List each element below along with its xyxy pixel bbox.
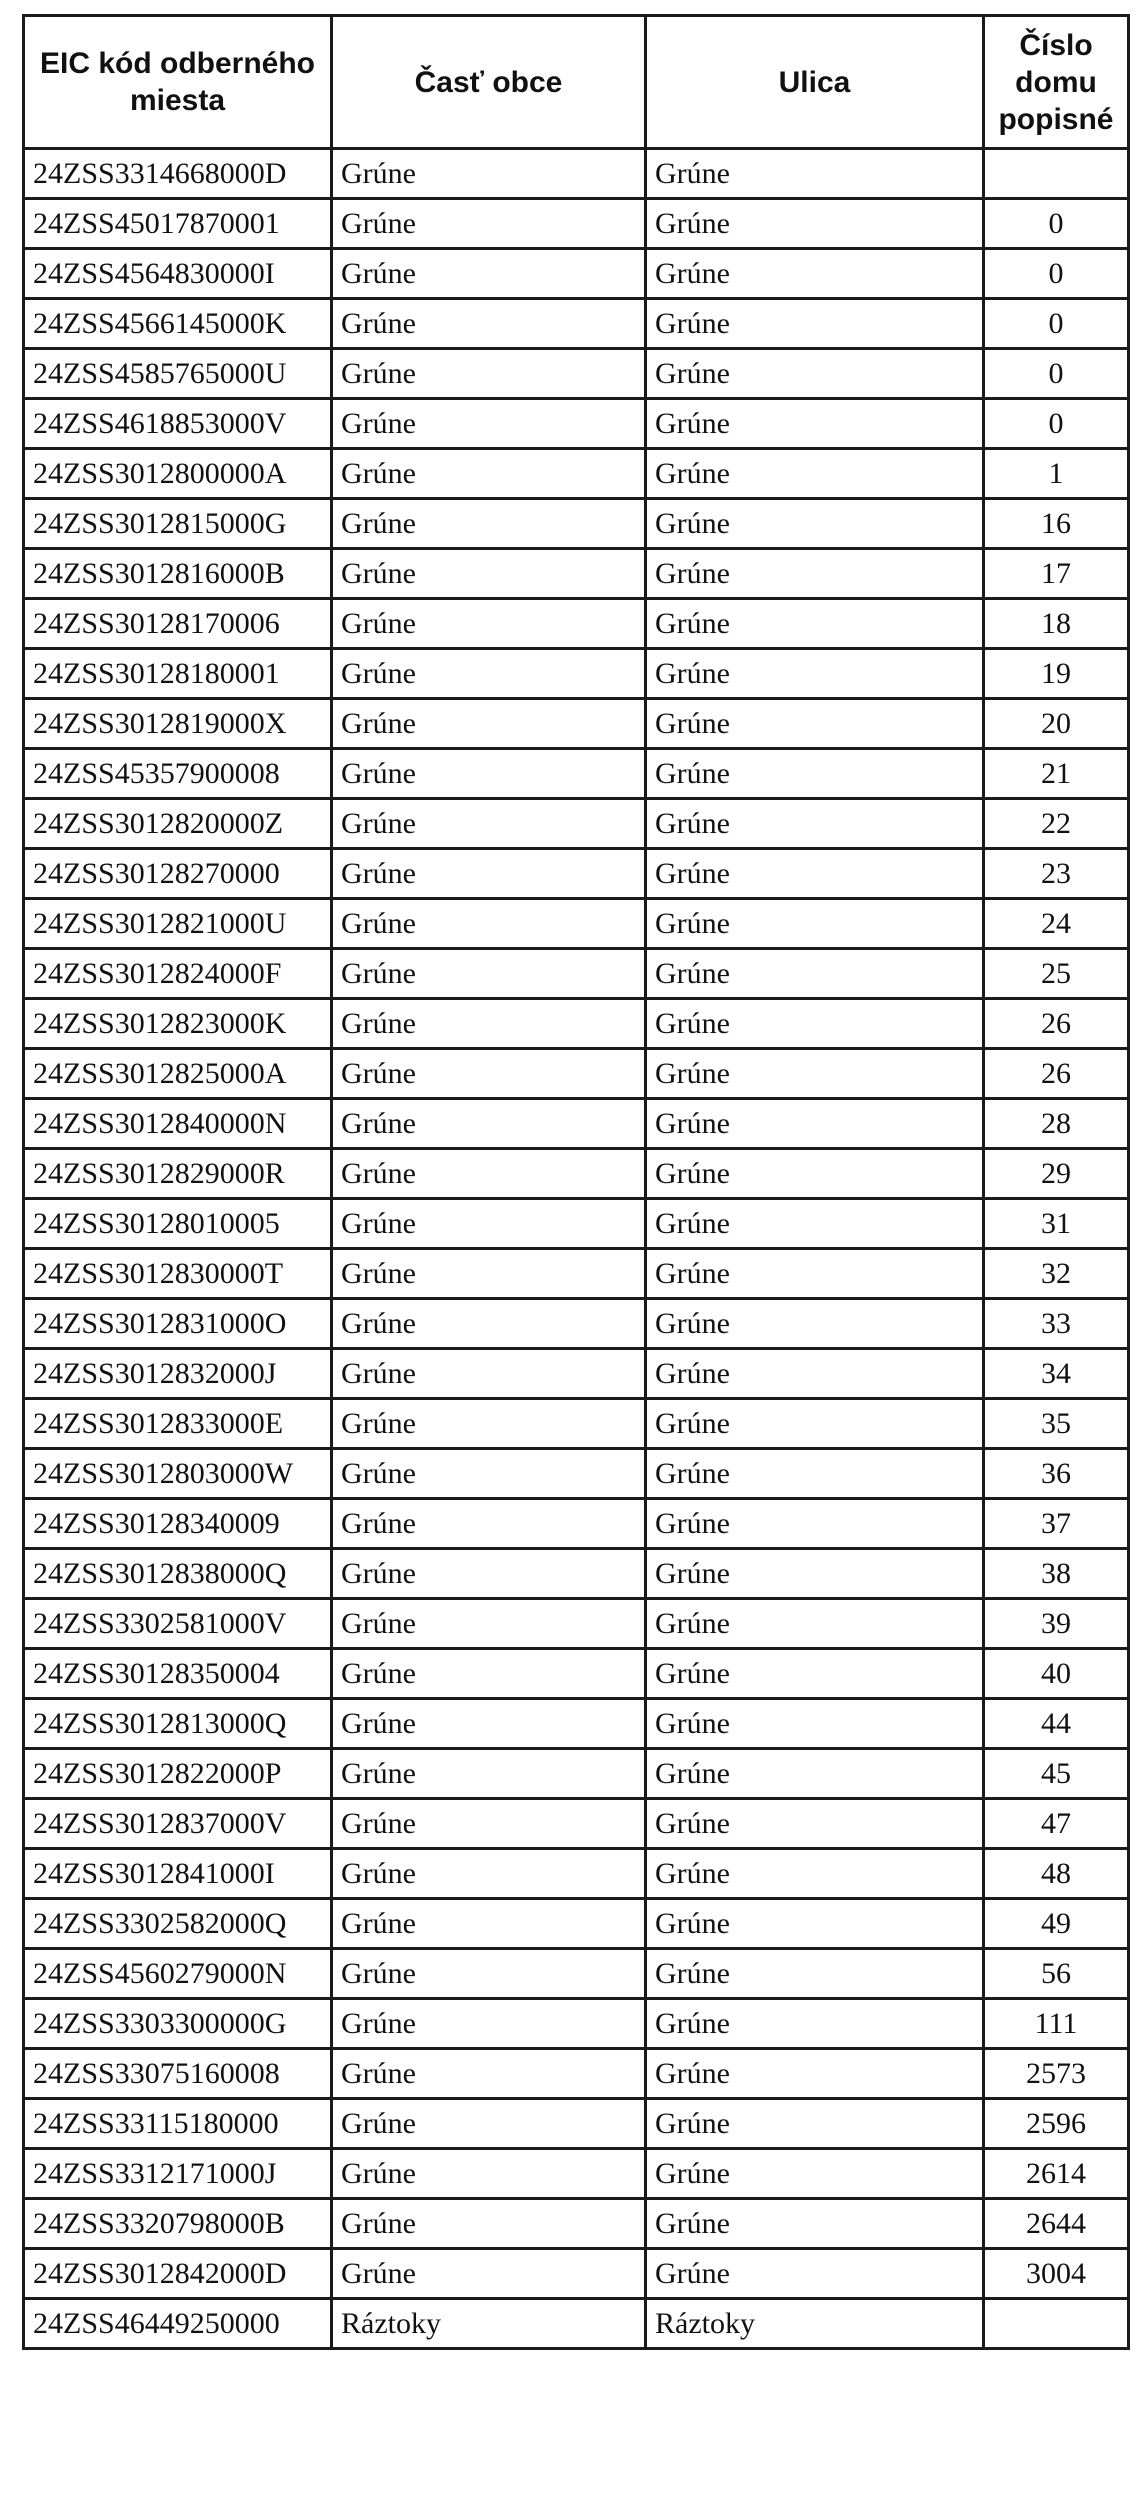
table-row (24, 1649, 1129, 1699)
cell-municipality-part: Grúne (332, 299, 646, 349)
cell-house-number: 22 (984, 799, 1129, 849)
header-eic-code: EIC kód odberného miesta (24, 16, 332, 149)
cell-house-number: 2596 (984, 2099, 1129, 2149)
cell-street: Grúne (646, 1199, 984, 1249)
table-row (24, 249, 1129, 299)
table-row (24, 1099, 1129, 1149)
table-row (24, 2249, 1129, 2299)
cell-eic-code: 24ZSS3012819000X (24, 699, 332, 749)
cell-municipality-part: Grúne (332, 1599, 646, 1649)
cell-eic-code: 24ZSS30128340009 (24, 1499, 332, 1549)
cell-eic-code: 24ZSS30128180001 (24, 649, 332, 699)
cell-house-number: 21 (984, 749, 1129, 799)
cell-house-number: 0 (984, 249, 1129, 299)
cell-street: Grúne (646, 1999, 984, 2049)
cell-municipality-part: Grúne (332, 749, 646, 799)
cell-street: Grúne (646, 1549, 984, 1599)
cell-municipality-part: Ráztoky (332, 2299, 646, 2349)
cell-eic-code: 24ZSS3012825000A (24, 1049, 332, 1099)
table-row (24, 499, 1129, 549)
cell-municipality-part: Grúne (332, 1049, 646, 1099)
table-row (24, 1199, 1129, 1249)
cell-eic-code: 24ZSS4585765000U (24, 349, 332, 399)
cell-eic-code: 24ZSS3012830000T (24, 1249, 332, 1299)
cell-eic-code: 24ZSS3012842000D (24, 2249, 332, 2299)
cell-street: Grúne (646, 2199, 984, 2249)
table-row (24, 399, 1129, 449)
cell-eic-code: 24ZSS3012841000I (24, 1849, 332, 1899)
cell-house-number: 40 (984, 1649, 1129, 1699)
cell-house-number: 23 (984, 849, 1129, 899)
cell-street: Grúne (646, 249, 984, 299)
cell-street: Grúne (646, 1099, 984, 1149)
table-row (24, 2099, 1129, 2149)
cell-municipality-part: Grúne (332, 2199, 646, 2249)
cell-house-number: 47 (984, 1799, 1129, 1849)
cell-eic-code: 24ZSS4566145000K (24, 299, 332, 349)
cell-municipality-part: Grúne (332, 1649, 646, 1699)
cell-municipality-part: Grúne (332, 1999, 646, 2049)
table-row (24, 199, 1129, 249)
cell-street: Grúne (646, 1949, 984, 1999)
table-row (24, 1049, 1129, 1099)
table-body (24, 149, 1129, 2349)
cell-municipality-part: Grúne (332, 199, 646, 249)
cell-municipality-part: Grúne (332, 799, 646, 849)
cell-street: Grúne (646, 449, 984, 499)
table-row (24, 949, 1129, 999)
cell-house-number: 0 (984, 299, 1129, 349)
table-row (24, 1849, 1129, 1899)
cell-municipality-part: Grúne (332, 1899, 646, 1949)
cell-house-number: 26 (984, 999, 1129, 1049)
table-row (24, 1149, 1129, 1199)
cell-house-number: 28 (984, 1099, 1129, 1149)
cell-street: Grúne (646, 349, 984, 399)
cell-street: Grúne (646, 399, 984, 449)
cell-street: Grúne (646, 2099, 984, 2149)
table-row (24, 1399, 1129, 1449)
table-row (24, 749, 1129, 799)
table-row (24, 1299, 1129, 1349)
cell-municipality-part: Grúne (332, 1299, 646, 1349)
cell-street: Grúne (646, 1449, 984, 1499)
cell-street: Grúne (646, 199, 984, 249)
cell-house-number: 34 (984, 1349, 1129, 1399)
cell-house-number: 1 (984, 449, 1129, 499)
table-row (24, 549, 1129, 599)
header-house-number: Číslo domu popisné (984, 16, 1129, 149)
cell-eic-code: 24ZSS3303300000G (24, 1999, 332, 2049)
cell-street: Grúne (646, 999, 984, 1049)
cell-municipality-part: Grúne (332, 1149, 646, 1199)
cell-house-number: 31 (984, 1199, 1129, 1249)
cell-municipality-part: Grúne (332, 499, 646, 549)
eic-table (22, 14, 1130, 2350)
cell-municipality-part: Grúne (332, 1099, 646, 1149)
header-row (24, 16, 1129, 149)
cell-street: Grúne (646, 1899, 984, 1949)
cell-house-number: 56 (984, 1949, 1129, 1999)
cell-eic-code: 24ZSS3314668000D (24, 149, 332, 199)
table-row (24, 1449, 1129, 1499)
cell-eic-code: 24ZSS3012803000W (24, 1449, 332, 1499)
cell-street: Grúne (646, 1299, 984, 1349)
cell-eic-code: 24ZSS3302582000Q (24, 1899, 332, 1949)
cell-municipality-part: Grúne (332, 849, 646, 899)
table-row (24, 1499, 1129, 1549)
cell-eic-code: 24ZSS3012800000A (24, 449, 332, 499)
cell-street: Grúne (646, 299, 984, 349)
cell-house-number: 2573 (984, 2049, 1129, 2099)
cell-eic-code: 24ZSS45357900008 (24, 749, 332, 799)
cell-street: Grúne (646, 149, 984, 199)
cell-street: Ráztoky (646, 2299, 984, 2349)
cell-municipality-part: Grúne (332, 999, 646, 1049)
table-row (24, 149, 1129, 199)
cell-municipality-part: Grúne (332, 2149, 646, 2199)
cell-house-number: 33 (984, 1299, 1129, 1349)
cell-house-number (984, 149, 1129, 199)
cell-municipality-part: Grúne (332, 2049, 646, 2099)
cell-house-number: 20 (984, 699, 1129, 749)
cell-street: Grúne (646, 1399, 984, 1449)
table-row (24, 2049, 1129, 2099)
cell-eic-code: 24ZSS4560279000N (24, 1949, 332, 1999)
cell-municipality-part: Grúne (332, 349, 646, 399)
cell-eic-code: 24ZSS3320798000B (24, 2199, 332, 2249)
cell-municipality-part: Grúne (332, 649, 646, 699)
cell-street: Grúne (646, 849, 984, 899)
cell-street: Grúne (646, 1799, 984, 1849)
cell-eic-code: 24ZSS46449250000 (24, 2299, 332, 2349)
cell-street: Grúne (646, 1349, 984, 1399)
cell-eic-code: 24ZSS3012824000F (24, 949, 332, 999)
table-row (24, 1949, 1129, 1999)
cell-street: Grúne (646, 2049, 984, 2099)
table-row (24, 799, 1129, 849)
table-row (24, 299, 1129, 349)
table-row (24, 599, 1129, 649)
cell-house-number: 24 (984, 899, 1129, 949)
cell-municipality-part: Grúne (332, 1749, 646, 1799)
cell-street: Grúne (646, 1249, 984, 1299)
cell-municipality-part: Grúne (332, 399, 646, 449)
cell-street: Grúne (646, 1699, 984, 1749)
cell-street: Grúne (646, 799, 984, 849)
header-street: Ulica (646, 16, 984, 149)
cell-eic-code: 24ZSS3012813000Q (24, 1699, 332, 1749)
cell-municipality-part: Grúne (332, 149, 646, 199)
table-row (24, 2149, 1129, 2199)
cell-municipality-part: Grúne (332, 1549, 646, 1599)
table-row (24, 649, 1129, 699)
table-row (24, 449, 1129, 499)
cell-house-number: 2614 (984, 2149, 1129, 2199)
cell-eic-code: 24ZSS3012840000N (24, 1099, 332, 1149)
cell-house-number: 44 (984, 1699, 1129, 1749)
cell-municipality-part: Grúne (332, 1499, 646, 1549)
cell-municipality-part: Grúne (332, 1199, 646, 1249)
table-row (24, 1549, 1129, 1599)
cell-municipality-part: Grúne (332, 2099, 646, 2149)
cell-eic-code: 24ZSS4564830000I (24, 249, 332, 299)
cell-eic-code: 24ZSS33115180000 (24, 2099, 332, 2149)
cell-municipality-part: Grúne (332, 1449, 646, 1499)
cell-eic-code: 24ZSS3012820000Z (24, 799, 332, 849)
cell-eic-code: 24ZSS30128350004 (24, 1649, 332, 1699)
table-row (24, 849, 1129, 899)
cell-eic-code: 24ZSS45017870001 (24, 199, 332, 249)
cell-house-number: 38 (984, 1549, 1129, 1599)
cell-house-number: 26 (984, 1049, 1129, 1099)
cell-street: Grúne (646, 1749, 984, 1799)
cell-eic-code: 24ZSS3012829000R (24, 1149, 332, 1199)
cell-eic-code: 24ZSS3312171000J (24, 2149, 332, 2199)
cell-street: Grúne (646, 649, 984, 699)
cell-eic-code: 24ZSS30128170006 (24, 599, 332, 649)
cell-house-number: 18 (984, 599, 1129, 649)
cell-street: Grúne (646, 549, 984, 599)
table-row (24, 1749, 1129, 1799)
cell-municipality-part: Grúne (332, 899, 646, 949)
cell-eic-code: 24ZSS3012816000B (24, 549, 332, 599)
cell-eic-code: 24ZSS3012823000K (24, 999, 332, 1049)
cell-house-number: 17 (984, 549, 1129, 599)
cell-house-number: 0 (984, 399, 1129, 449)
cell-house-number: 49 (984, 1899, 1129, 1949)
cell-eic-code: 24ZSS3012832000J (24, 1349, 332, 1399)
table-row (24, 899, 1129, 949)
cell-municipality-part: Grúne (332, 549, 646, 599)
cell-municipality-part: Grúne (332, 1699, 646, 1749)
cell-street: Grúne (646, 1499, 984, 1549)
cell-eic-code: 24ZSS30128270000 (24, 849, 332, 899)
table-row (24, 1799, 1129, 1849)
cell-house-number: 35 (984, 1399, 1129, 1449)
cell-street: Grúne (646, 1149, 984, 1199)
cell-house-number: 25 (984, 949, 1129, 999)
cell-municipality-part: Grúne (332, 699, 646, 749)
cell-municipality-part: Grúne (332, 949, 646, 999)
cell-street: Grúne (646, 899, 984, 949)
cell-house-number (984, 2299, 1129, 2349)
cell-eic-code: 24ZSS3012821000U (24, 899, 332, 949)
cell-municipality-part: Grúne (332, 1799, 646, 1849)
cell-house-number: 37 (984, 1499, 1129, 1549)
cell-eic-code: 24ZSS3012815000G (24, 499, 332, 549)
cell-house-number: 0 (984, 199, 1129, 249)
cell-street: Grúne (646, 2249, 984, 2299)
cell-eic-code: 24ZSS3012833000E (24, 1399, 332, 1449)
cell-street: Grúne (646, 749, 984, 799)
table-row (24, 1699, 1129, 1749)
cell-house-number: 29 (984, 1149, 1129, 1199)
cell-municipality-part: Grúne (332, 249, 646, 299)
cell-municipality-part: Grúne (332, 2249, 646, 2299)
cell-house-number: 16 (984, 499, 1129, 549)
table-row (24, 999, 1129, 1049)
cell-street: Grúne (646, 499, 984, 549)
cell-eic-code: 24ZSS4618853000V (24, 399, 332, 449)
cell-municipality-part: Grúne (332, 1849, 646, 1899)
table-row (24, 1899, 1129, 1949)
cell-house-number: 32 (984, 1249, 1129, 1299)
cell-street: Grúne (646, 599, 984, 649)
cell-street: Grúne (646, 699, 984, 749)
cell-street: Grúne (646, 1849, 984, 1899)
cell-house-number: 19 (984, 649, 1129, 699)
cell-house-number: 3004 (984, 2249, 1129, 2299)
cell-street: Grúne (646, 1049, 984, 1099)
table-row (24, 699, 1129, 749)
cell-eic-code: 24ZSS3012822000P (24, 1749, 332, 1799)
table-row (24, 1349, 1129, 1399)
cell-street: Grúne (646, 1599, 984, 1649)
cell-street: Grúne (646, 949, 984, 999)
cell-house-number: 0 (984, 349, 1129, 399)
cell-eic-code: 24ZSS3012838000Q (24, 1549, 332, 1599)
header-municipality-part: Časť obce (332, 16, 646, 149)
cell-house-number: 111 (984, 1999, 1129, 2049)
table-row (24, 349, 1129, 399)
cell-house-number: 39 (984, 1599, 1129, 1649)
cell-street: Grúne (646, 2149, 984, 2199)
cell-house-number: 36 (984, 1449, 1129, 1499)
table-row (24, 2299, 1129, 2349)
table-row (24, 1249, 1129, 1299)
cell-eic-code: 24ZSS30128010005 (24, 1199, 332, 1249)
cell-eic-code: 24ZSS3012837000V (24, 1799, 332, 1849)
table-row (24, 2199, 1129, 2249)
cell-house-number: 45 (984, 1749, 1129, 1799)
cell-eic-code: 24ZSS3012831000O (24, 1299, 332, 1349)
table-row (24, 1999, 1129, 2049)
cell-house-number: 48 (984, 1849, 1129, 1899)
cell-house-number: 2644 (984, 2199, 1129, 2249)
cell-municipality-part: Grúne (332, 449, 646, 499)
cell-municipality-part: Grúne (332, 599, 646, 649)
cell-municipality-part: Grúne (332, 1949, 646, 1999)
table-row (24, 1599, 1129, 1649)
cell-eic-code: 24ZSS3302581000V (24, 1599, 332, 1649)
cell-municipality-part: Grúne (332, 1349, 646, 1399)
cell-eic-code: 24ZSS33075160008 (24, 2049, 332, 2099)
cell-municipality-part: Grúne (332, 1399, 646, 1449)
cell-street: Grúne (646, 1649, 984, 1699)
cell-municipality-part: Grúne (332, 1249, 646, 1299)
